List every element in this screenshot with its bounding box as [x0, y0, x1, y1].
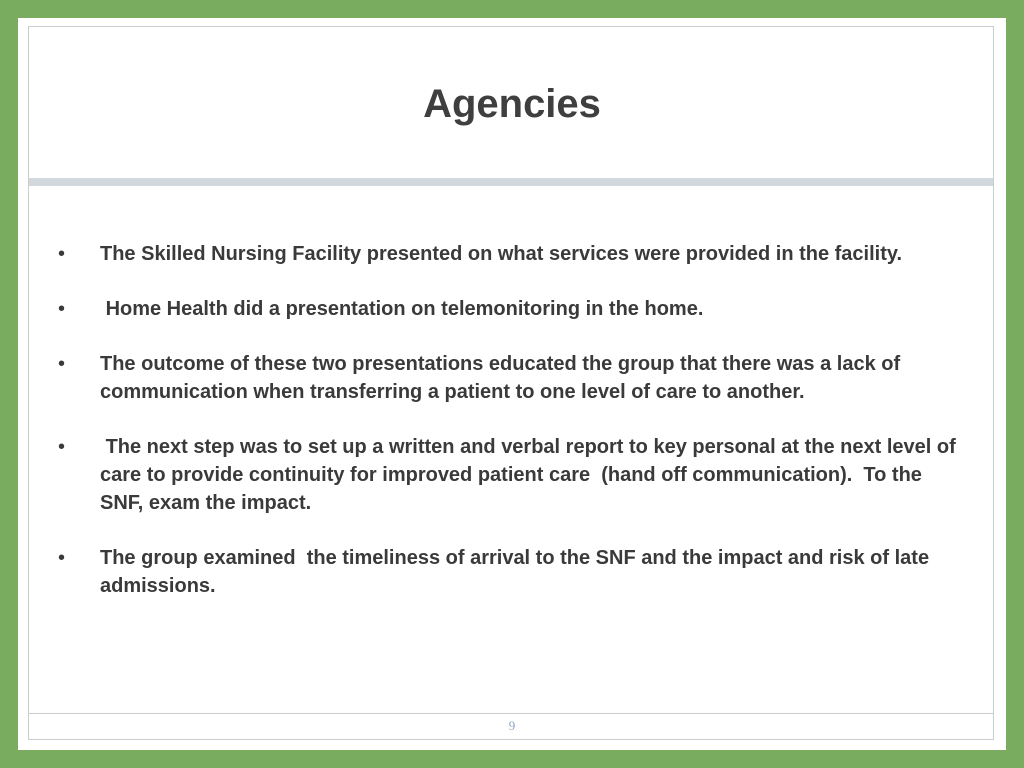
bullet-item — [58, 433, 962, 517]
bullet-text: The group examined the timeliness of arrival to the SNF and the impact and risk of late admissions. — [100, 547, 935, 597]
bullet-icon: • — [58, 353, 66, 375]
slide-title: Agencies — [423, 82, 601, 126]
bullet-icon: • — [58, 436, 66, 458]
bullet-item — [58, 544, 958, 600]
bullet-icon: • — [58, 547, 66, 569]
slide — [18, 18, 1006, 750]
bullet-list — [58, 240, 962, 627]
bullet-text: The Skilled Nursing Facility presented on what services were provided in the facility. — [100, 243, 903, 265]
bullet-item — [58, 295, 958, 323]
bullet-item — [58, 350, 958, 406]
bullet-item — [58, 240, 958, 268]
bullet-icon: • — [58, 298, 66, 320]
bullet-text: The outcome of these two presentations educated the group that there was a lack of communication when transferring a patient to one level of care to another. — [100, 353, 901, 403]
footer-divider — [29, 713, 993, 714]
bullet-text: Home Health did a presentation on telemonitoring in the home. — [100, 298, 704, 320]
title-divider — [29, 178, 993, 186]
page-number: 9 — [508, 718, 516, 733]
bullet-text: The next step was to set up a written and verbal report to key personal at the next level of care to provide continuity for improved patient care (hand off communication). To the SNF, exam the impact. — [100, 436, 962, 514]
bullet-icon: • — [58, 243, 66, 265]
